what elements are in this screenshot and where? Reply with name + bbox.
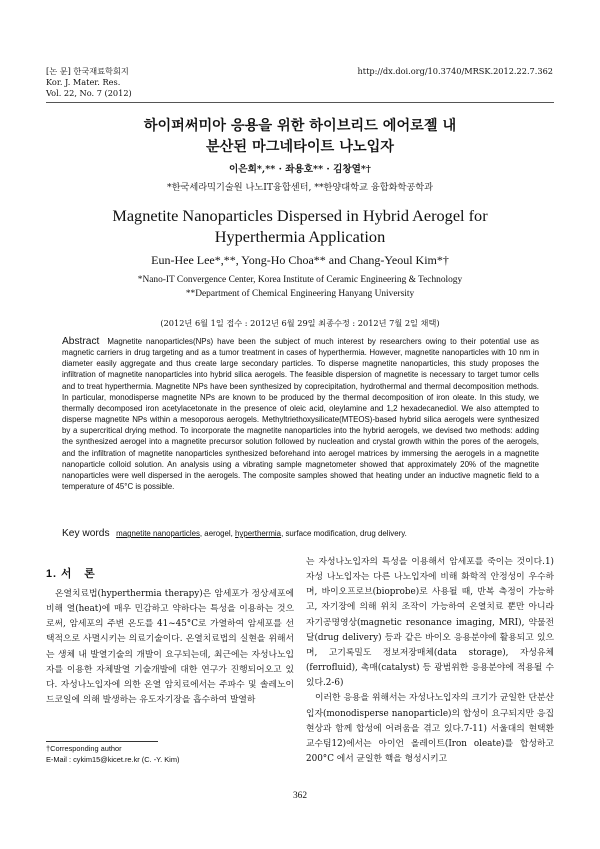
title-ko	[0, 116, 600, 158]
section-heading: 1. 서 론	[46, 568, 96, 580]
title-en-line2: Hyperthermia Application	[214, 227, 386, 246]
affiliation-en-line1: *Nano-IT Convergence Center, Korea Institute of Ceramic Engineering & Technology	[137, 275, 463, 285]
footnote-line1: †Corresponding author	[46, 744, 122, 753]
title-ko-line1: 하이퍼써미아 응용을 위한 하이브리드 에어로젤 내	[143, 118, 457, 134]
keyword-link-magnetite[interactable]: magnetite nanoparticles	[116, 529, 200, 538]
affiliation-en	[0, 273, 600, 301]
keywords-rest: , surface modification, drug delivery.	[281, 529, 407, 538]
abstract-text: Magnetite nanoparticles(NPs) have been the subject of much interest by researchers owing to their potential use as magnetic carriers in drug targeting and as a tumor treatment in cases of hyperthermia. However, magnetite nanoparticles with 10 nm in diameter easily aggregate and thus create large secondary particles. To disperse magnetite nanoparticles, this study proposes the infiltration of magnetite nanoparticles into hybrid silica aerogels. The feasible dispersion of magnetite is necessary to target tumor cells and to treat hyperthermia. Magnetite NPs have been synthesized by coprecipitation, hydrothermal and thermal decomposition methods. In particular, monodisperse magnetite NPs are known to be produced by the thermal decomposition of iron oleate. In this study, we thermally decomposed iron acetylacetonate in the presence of oleic acid, oleylamine and 1,2 hexadecanediol. We also attempted to disperse magnetite NPs within a mesoporous aerogels. Methyltriethoxysilicate(MTEOS)-based hybrid silica aerogels were synthesized by a supercritical drying method. To incorporate the magnetite nanoparticles into the hybrid aerogels, we devised two methods: adding the synthesized aerogel into a magnetite precursor solution followed by nucleation and crystal growth within the pores of the aerogels, and the infiltration of magnetite nanoparticles synthesized beforehand into aerogel matrices by immersing the aerogels in a magnetite nanoparticle colloid solution. An analysis using a vibrating sample magnetometer showed that approximately 20% of the magnetite nanoparticles were well dispersed in the aerogels. The composite samples showed that heating under an inductive magnetic field to a temperature of 45°C is possible.	[62, 337, 539, 492]
journal-header	[46, 66, 132, 100]
body-column-left: 온열치료법(hyperthermia therapy)은 암세포가 정상세포에 비해 열(heat)에 매우 민감하고 약하다는 특성을 이용하는 것으로써, 암세포의 주변 온도를 41~45°C로 가열하여 암세포를 선택적으로 사멸시키는 의료기술이다. 온열치료법의 실현을 위해서는 생체 내 발열기술의 개발이 요구되는데, 최근에는 자성나노입자를 이용한 자체발열 기술개발에 대한 연구가 진행되어오고 있다. 자성나노입자에 의한 온열 암치료에서는 주파수 및 솔레노이드코일에 의해 발생하는 유도자기장을 흡수하여 발열하	[46, 589, 294, 706]
affiliation-ko: *한국세라믹기술원 나노IT융합센터, **한양대학교 융합화학공학과	[167, 182, 433, 193]
footnote	[46, 744, 179, 765]
keywords-label: Key words	[62, 528, 110, 539]
title-en	[0, 205, 600, 247]
body-paragraph: 는 자성나노입자의 특성을 이용해서 암세포를 죽이는 것이다.1) 자성 나노입자는 다른 나노입자에 비해 화학적 안정성이 우수하며, 바이오프로브(bioprobe)로 사용될 때, 반복 측정이 가능하고, 자기장에 의해 위치 조작이 가능하여 온열치료 뿐만 아니라 자기공명영상(magnetic resonance imaging, MRI), 약물전달(drug delivery) 등과 같은 바이오 응용분야에 활용되고 있으며, 고기록밀도 정보저장매체(data storage), 자성유체(ferrofluid), 촉매(catalyst) 등 광범위한 응용분야에 적용될 수 있다.2-6)	[306, 557, 554, 689]
title-ko-line2: 분산된 마그네타이트 나노입자	[205, 139, 395, 155]
body-column-right	[306, 555, 554, 767]
keyword-link-hyperthermia[interactable]: hyperthermia	[235, 529, 282, 538]
keywords	[62, 528, 539, 539]
abstract-label: Abstract	[62, 336, 100, 347]
journal-name-ko: [논 문] 한국재료학회지	[46, 66, 129, 76]
authors-en: Eun-Hee Lee*,**, Yong-Ho Choa** and Chang-Yeoul Kim*†	[151, 253, 449, 267]
authors-ko: 이은희*,** · 좌용호** · 김창열*†	[229, 164, 371, 175]
affiliation-en-line2: **Department of Chemical Engineering Hanyang University	[185, 289, 415, 299]
abstract	[62, 336, 539, 492]
journal-volume: Vol. 22, No. 7 (2012)	[46, 88, 132, 99]
title-en-line1: Magnetite Nanoparticles Dispersed in Hybrid Aerogel for	[112, 206, 488, 225]
footnote-email[interactable]: E-Mail : cykim15@kicet.re.kr (C. -Y. Kim)	[46, 754, 180, 764]
page-number: 362	[292, 791, 308, 801]
doi-link[interactable]: http://dx.doi.org/10.3740/MRSK.2012.22.7.362	[357, 66, 553, 76]
keywords-sep: , aerogel,	[199, 529, 236, 538]
footnote-rule	[46, 741, 158, 742]
body-paragraph: 이러한 응용을 위해서는 자성나노입자의 크기가 균일한 단분산입자(monodisperse nanoparticle)의 합성이 요구되지만 응집 현상과 함께 합성에 어려움을 겪고 있다.7-11) 서울대의 현택환 교수팀12)에서는 아이언 올레이트(Iron oleate)를 합성하고 200°C 에서 균일한 핵을 형성시키고	[306, 693, 554, 765]
received-dates: (2012년 6월 1일 접수 : 2012년 6월 29일 최종수정 : 2012년 7월 2일 채택)	[160, 318, 440, 328]
header-rule	[46, 102, 554, 103]
journal-name-en: Kor. J. Mater. Res.	[46, 77, 121, 88]
